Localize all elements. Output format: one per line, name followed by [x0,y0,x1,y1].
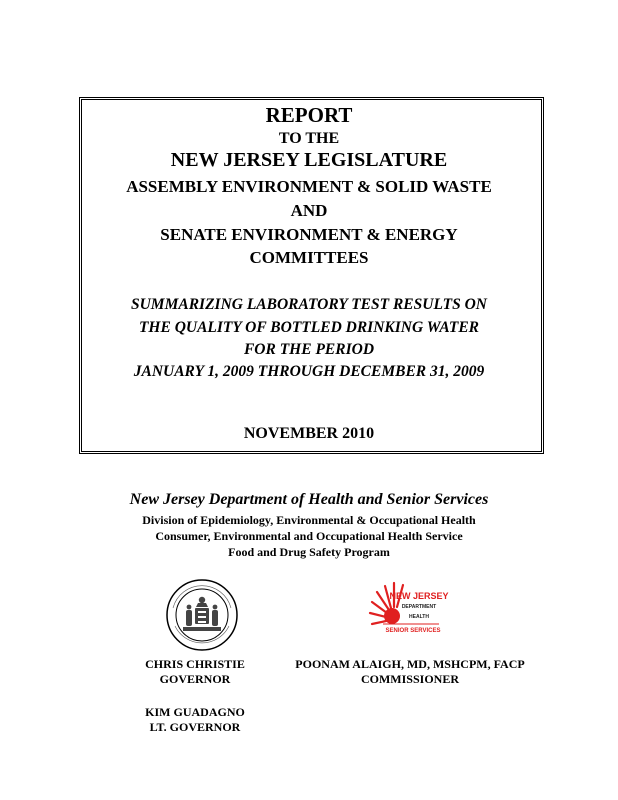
commissioner-title: COMMISSIONER [360,672,459,686]
lt-governor-title: LT. GOVERNOR [149,720,241,734]
logo-line-4: SENIOR SERVICES [385,628,441,634]
division-line-3: Food and Drug Safety Program [228,545,390,559]
assembly-committee: ASSEMBLY ENVIRONMENT & SOLID WASTE [126,177,492,196]
summary-line-3: FOR THE PERIOD [243,341,375,358]
state-seal-icon [165,578,239,652]
commissioner-block [260,657,560,687]
summary-line-4: JANUARY 1, 2009 THROUGH DECEMBER 31, 2009 [133,363,485,380]
report-date: NOVEMBER 2010 [243,425,375,442]
summary-line-1: SUMMARIZING LABORATORY TEST RESULTS ON [130,296,487,313]
nj-health-logo-icon [367,580,449,648]
summary-line-2: THE QUALITY OF BOTTLED DRINKING WATER [138,319,480,336]
legislature-heading: NEW JERSEY LEGISLATURE [170,149,448,171]
senate-committee: SENATE ENVIRONMENT & ENERGY [160,225,458,244]
division-line-2: Consumer, Environmental and Occupational Health Service [155,529,463,543]
governor-block [135,657,255,687]
department-name: New Jersey Department of Health and Senior Services [129,491,489,508]
governor-name: CHRIS CHRISTIE [145,657,245,671]
lt-governor-block [135,705,255,735]
to-the-line: TO THE [278,130,340,147]
report-title: REPORT [265,103,353,127]
and-line: AND [290,201,328,220]
logo-line-1: NEW JERSEY [389,591,449,601]
lt-governor-name: KIM GUADAGNO [145,705,245,719]
division-line-1: Division of Epidemiology, Environmental & Occupational Health [142,513,476,527]
governor-title: GOVERNOR [159,672,231,686]
committees-line: COMMITTEES [249,248,369,267]
logo-line-3: HEALTH [409,614,429,620]
logo-line-2: DEPARTMENT [401,604,437,610]
commissioner-name: POONAM ALAIGH, MD, MSHCPM, FACP [295,657,525,671]
